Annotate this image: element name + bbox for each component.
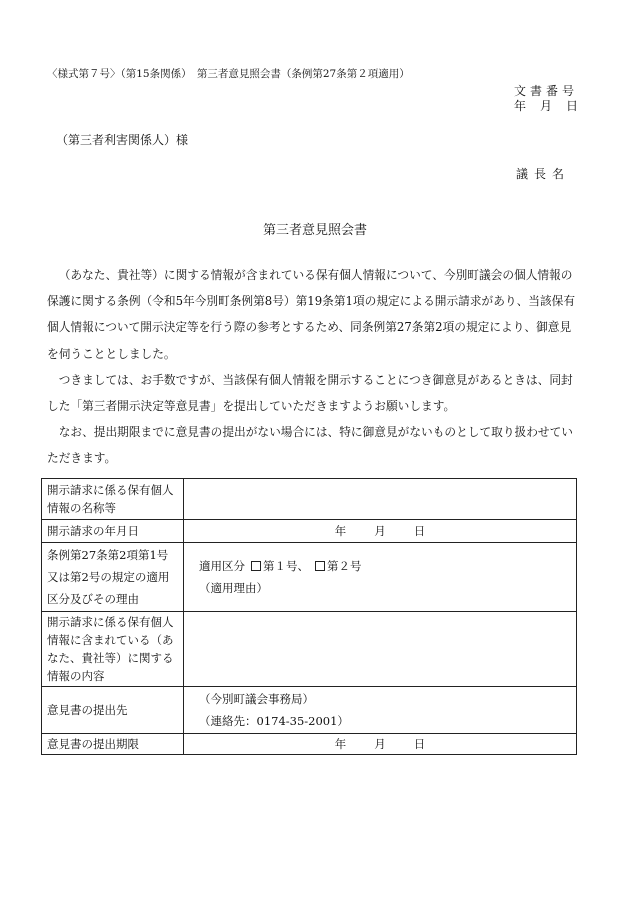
body-paragraph-2: つきましては、お手数ですが、当該保有個人情報を開示することにつき御意見があるときは、同封した「第三者開示決定等意見書」を提出していただきますようお願いします。 — [47, 372, 573, 414]
table-row — [42, 543, 577, 612]
body-paragraph-3: なお、提出期限までに意見書の提出がない場合には、特に御意見がないものとして取り扱わせていただきます。 — [47, 425, 573, 466]
request-date-field[interactable] — [184, 520, 577, 543]
applicable-reason: （適用理由） — [199, 581, 268, 595]
info-content-field[interactable] — [184, 612, 577, 687]
page-title: 第三者意見照会書 — [262, 223, 367, 238]
option-item-2-label: 第２号 — [327, 559, 362, 573]
applicable-category-field — [184, 543, 577, 612]
issue-date-day: 日 — [565, 99, 578, 113]
deadline-month: 月 — [374, 737, 386, 751]
request-date-month: 月 — [374, 524, 386, 538]
table-row — [42, 520, 577, 543]
addressee: （第三者利害関係人）様 — [56, 133, 189, 147]
request-date-day: 日 — [413, 524, 426, 538]
body-text — [47, 262, 581, 472]
table-row — [42, 479, 577, 520]
info-name-field[interactable] — [184, 479, 577, 520]
applicable-category-label: 適用区分 — [199, 559, 245, 573]
request-date-year: 年 — [334, 524, 347, 538]
document-number: 文書番号 — [513, 84, 578, 98]
table-row — [42, 734, 577, 755]
row-label-submission-office: 意見書の提出先 — [42, 687, 184, 734]
table-row — [42, 612, 577, 687]
deadline-field[interactable] — [184, 734, 577, 755]
info-table — [41, 478, 577, 755]
issue-date-month: 月 — [539, 99, 552, 113]
submission-office-field — [184, 687, 577, 734]
deadline-day: 日 — [413, 737, 426, 751]
row-label-request-date: 開示請求の年月日 — [42, 520, 184, 543]
sender-name: 議長名 — [515, 167, 570, 181]
contact-number: （連絡先：0174-35-2001） — [199, 714, 349, 728]
table-row — [42, 687, 577, 734]
option-item-1-label: 第１号、 — [263, 559, 309, 573]
row-label-info-name: 開示請求に係る保有個人情報の名称等 — [42, 479, 184, 520]
checkbox-icon[interactable] — [251, 561, 261, 571]
submission-office: （今別町議会事務局） — [199, 692, 314, 706]
deadline-year: 年 — [334, 737, 347, 751]
body-paragraph-1: （あなた、貴社等）に関する情報が含まれている保有個人情報について、今別町議会の個人情報の保護に関する条例（令和5年今別町条例第8号）第19条第1項の規定による開示請求があり、当該保有個人情報について開示決定等を行う際の参考とするため、同条例第27条第2項の規定により、御意見を伺うこととしました。 — [47, 268, 576, 361]
row-label-applicable-category: 条例第27条第2項第1号又は第2号の規定の適用区分及びその理由 — [42, 543, 184, 612]
applicable-category-options — [189, 555, 571, 577]
row-label-info-content: 開示請求に係る保有個人情報に含まれている（あなた、貴社等）に関する情報の内容 — [42, 612, 184, 687]
row-label-deadline: 意見書の提出期限 — [42, 734, 184, 755]
issue-date — [500, 97, 578, 114]
checkbox-icon[interactable] — [315, 561, 325, 571]
form-header: 〈様式第７号〉（第15条関係） 第三者意見照会書（条例第27条第２項適用） — [47, 68, 410, 80]
issue-date-year: 年 — [513, 99, 526, 113]
